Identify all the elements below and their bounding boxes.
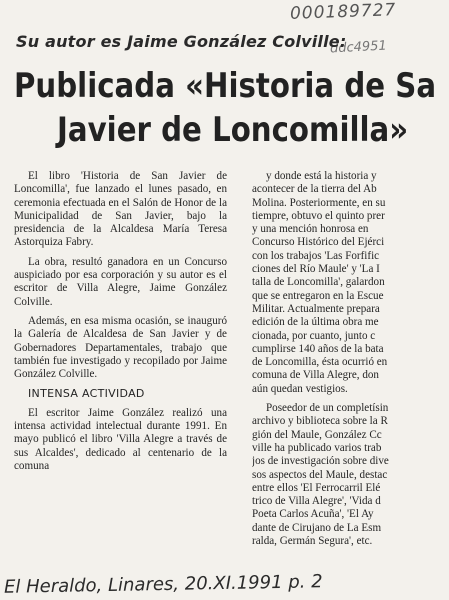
paragraph: El escritor Jaime González realizó una intensa actividad intelectual durante 1991. En mayo publicó el libro 'Villa Alegre a través de sus Alcaldes', dedicado al centenario de la comuna [14,406,227,472]
headline [14,64,437,152]
handwritten-source-note: El Heraldo, Linares, 20.XI.1991 p. 2 [3,571,323,598]
paragraph: Además, en esa misma ocasión, se inauguró la Galería de Alcaldesa de San Javier y de Gobernadores Departamentales, trabajo que también fue investigado y recopilado por Jaime González Colville. [14,314,227,381]
left-column [14,170,227,580]
headline-line-1: Publicada «Historia de Sa [14,66,437,106]
headline-line-2: Javier de Loncomilla» [57,110,409,150]
section-subhead: INTENSA ACTIVIDAD [28,387,145,401]
paragraph: El libro 'Historia de San Javier de Loncomilla', fue lanzado el lunes pasado, en ceremonia efectuada en el Salón de Honor de la Municipalidad de San Javier, bajo la presidencia de la Alcaldesa María Teresa Astorquiza Fabry. [14,170,227,249]
paragraph: y donde está la historia y acontecer de la tierra del Ab Molina. Posteriormente, en su tiempre, obtuvo el quinto prer y una mención honrosa en Concurso Histórico del Ejérci con los trabajos 'Las Forfific ciones del Río Maule' y 'La I talla de Loncomilla', galardon que se entregaron en la Escue Militar. Actualmente prepara edición de la última obra me cionada, por cuanto, junto c cumplirse 140 años de la bata de Loncomilla, ésta ocurrió en comuna de Villa Alegre, don aún quedan vestigios. [252,170,388,395]
shelf-mark: ddc4951 [329,38,388,57]
paragraph: Poseedor de un completísin archivo y biblioteca sobre la R gión del Maule, González Cc ville ha publicado varios trab jos de investigación sobre dive sos aspectos del Maule, destac entre ellos 'El Ferrocarril Elé trico de Villa Alegre', 'Vida d Poeta Carlos Acuña', 'El Ay dante de Cirujano de La Esm ralda, Germán Segura', etc. [252,402,389,548]
paragraph: La obra, resultó ganadora en un Concurso auspiciado por esa corporación y su autor es el escritor de Villa Alegre, Jaime González Colville. [14,255,227,308]
right-column [252,170,442,580]
kicker-line: Su autor es Jaime González Colville: [16,32,347,51]
catalog-stamp: 000189727 [289,0,397,24]
